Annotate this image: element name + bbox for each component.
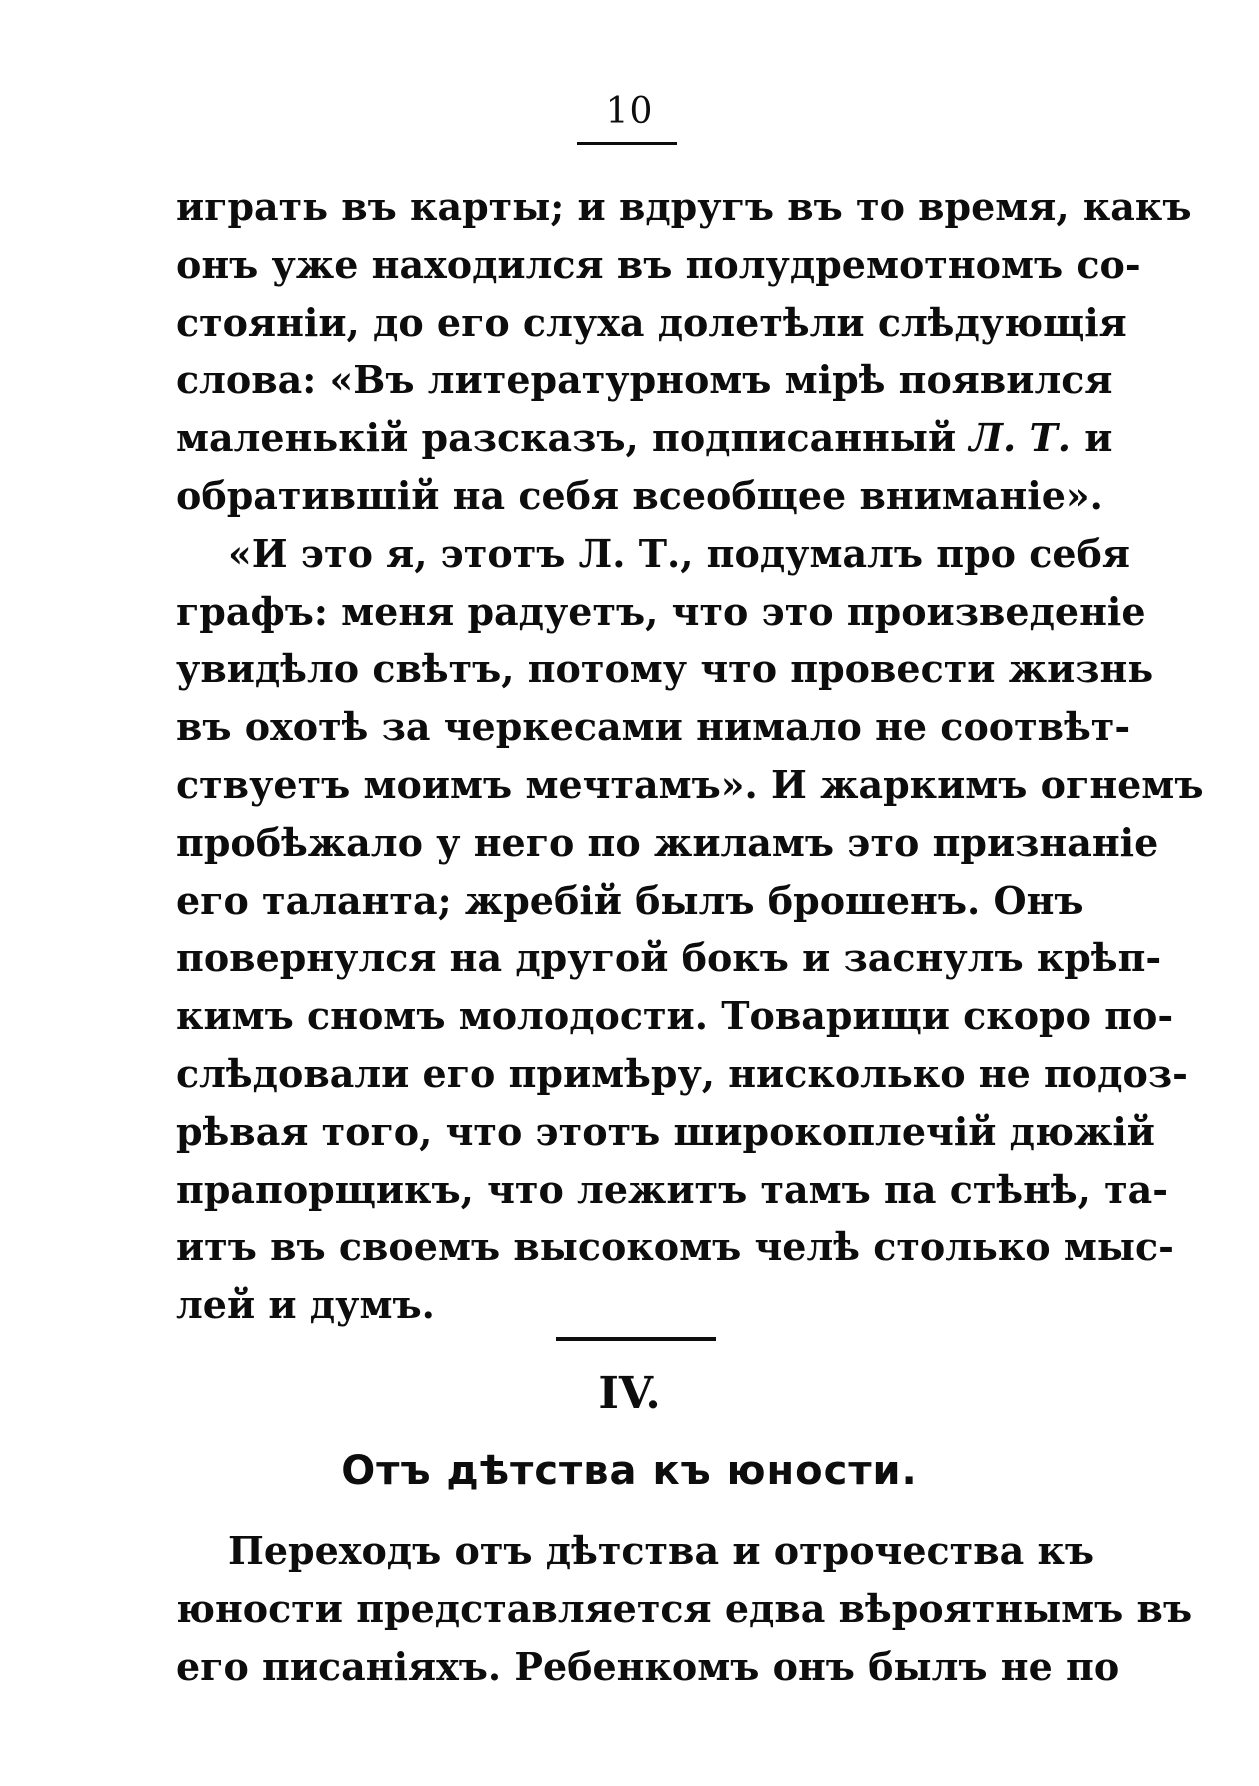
section-divider	[556, 1337, 716, 1341]
text-line: его писанiяхъ. Ребенкомъ онъ былъ не по	[176, 1643, 1120, 1689]
text-line: его таланта; жребiй былъ брошенъ. Онъ	[176, 877, 1084, 923]
text-line: маленькiй разсказъ, подписанный Л. Т. и	[176, 415, 1113, 461]
text-line: слова: «Въ литературномъ мiрѣ появился	[176, 357, 1113, 403]
text-line: кимъ сномъ молодости. Товарищи скоро по-	[176, 993, 1174, 1039]
text-line: «И это я, этотъ Л. Т., подумалъ про себя	[228, 530, 1130, 576]
text-line: итъ въ своемъ высокомъ челѣ столько мыс-	[176, 1224, 1174, 1270]
text-line: слѣдовали его примѣру, нисколько не подоз-	[176, 1050, 1188, 1096]
text-line: Переходъ отъ дѣтства и отрочества къ	[228, 1528, 1095, 1573]
text-line: юности представляется едва вѣроятнымъ въ	[176, 1585, 1193, 1631]
text-line: онъ уже находился въ полудремотномъ со-	[176, 241, 1141, 287]
section-two-text	[176, 1522, 1193, 1695]
page-number-underline	[577, 142, 677, 145]
text-line: стоянiи, до его слуха долетѣли слѣдующiя	[176, 299, 1127, 345]
text-line: увидѣло свѣтъ, потому что провести жизнь	[176, 646, 1154, 692]
text-line: повернулся на другой бокъ и заснулъ крѣп-	[176, 935, 1162, 981]
text-line: лей и думъ.	[176, 1282, 435, 1328]
section-one-text	[176, 178, 1204, 1334]
text-line: рѣвая того, что этотъ широкоплечiй дюжiй	[176, 1108, 1155, 1154]
text-line: ствуетъ моимъ мечтамъ». И жаркимъ огнемъ	[176, 761, 1204, 807]
text-line: обратившiй на себя всеобщее вниманiе».	[176, 472, 1103, 518]
text-line: пробѣжало у него по жиламъ это признанiе	[176, 819, 1159, 865]
text-line: графъ: меня радуетъ, что это произведенiе	[176, 588, 1146, 634]
text-line: въ охотѣ за черкесами нимало не соотвѣт-	[176, 704, 1131, 750]
page-number: 10	[605, 91, 654, 132]
text-line: играть въ карты; и вдругъ въ то время, какъ	[176, 184, 1192, 229]
text-line: прапорщикъ, что лежитъ тамъ па стѣнѣ, та-	[176, 1166, 1169, 1212]
chapter-title: Отъ дѣтства къ юности.	[341, 1448, 918, 1494]
chapter-numeral: IV.	[598, 1368, 661, 1419]
